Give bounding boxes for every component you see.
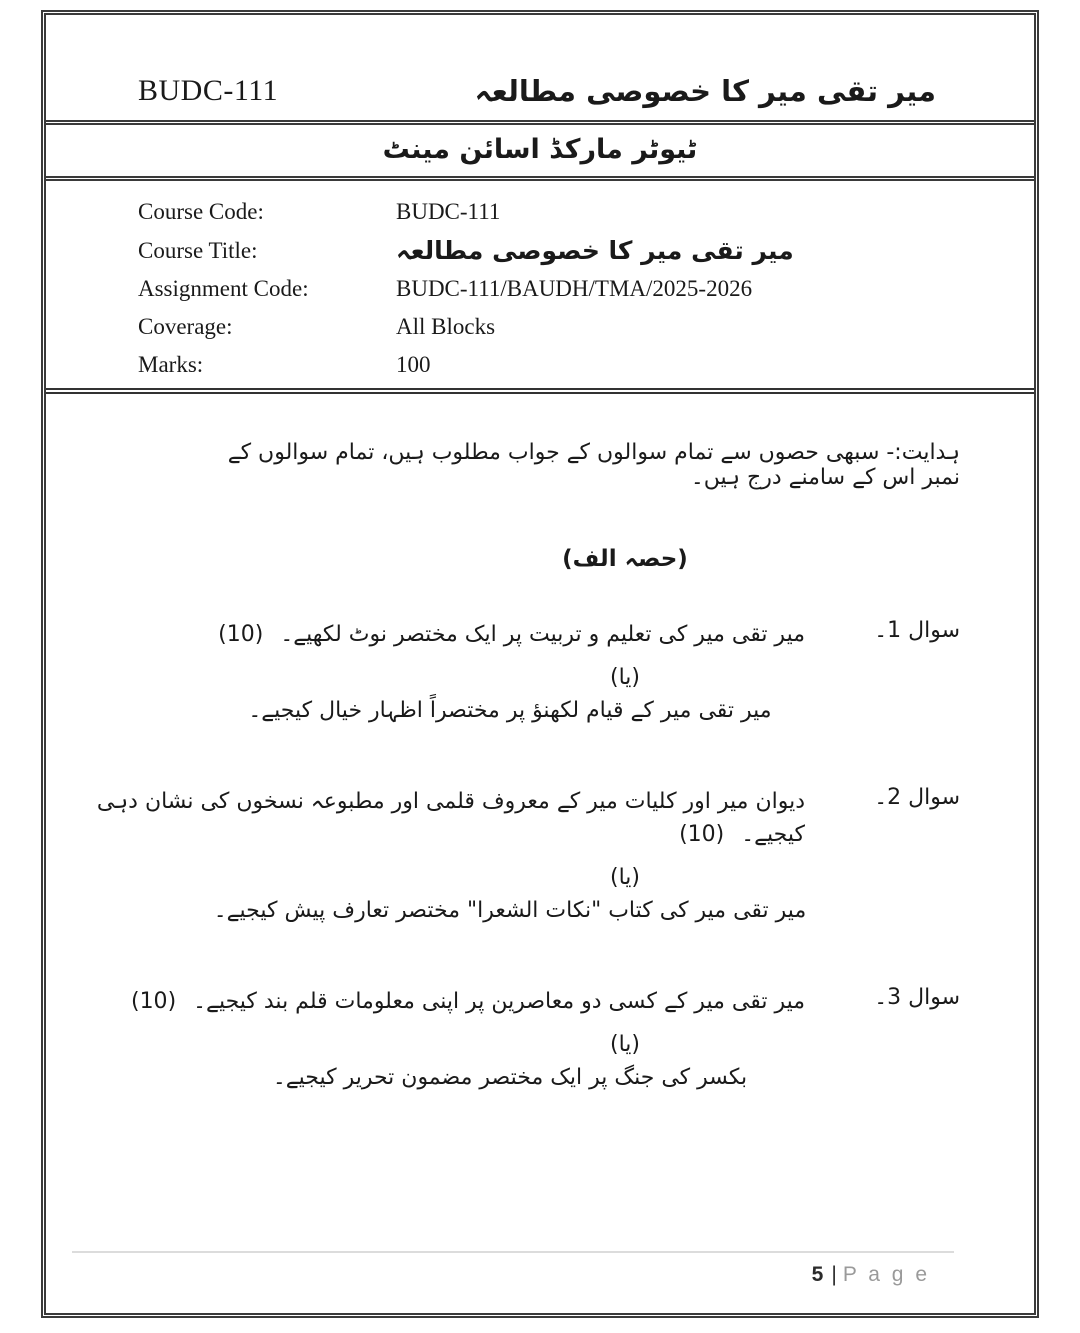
header-course-code: BUDC-111 xyxy=(138,74,279,107)
document-header xyxy=(46,15,1034,125)
assignment-code-value: BUDC-111/BAUDH/TMA/2025-2026 xyxy=(396,276,753,301)
course-info-table xyxy=(46,181,1034,394)
question-2-row xyxy=(46,785,1034,851)
page-number xyxy=(46,1263,1034,1287)
question-3-row xyxy=(46,985,1034,1018)
question-2-text-main: دیوان میر اور کلیات میر کے معروف قلمی اور مطبوعہ نسخوں کی نشان دہی کیجیے۔ xyxy=(96,789,805,847)
page-footer xyxy=(46,1251,1034,1287)
footer-divider xyxy=(72,1251,954,1253)
table-row xyxy=(46,346,1034,384)
subtitle-urdu: ٹیوٹر مارکڈ اسائن مینٹ xyxy=(382,134,698,165)
question-2-number: سوال 2۔ xyxy=(874,785,960,810)
course-code-value: BUDC-111 xyxy=(396,199,501,224)
question-2-marks: (10) xyxy=(679,822,725,847)
table-row xyxy=(46,270,1034,308)
question-3-text-main: میر تقی میر کے کسی دو معاصرین پر اپنی معلومات قلم بند کیجیے۔ xyxy=(193,989,805,1014)
page-border-frame xyxy=(41,10,1039,1318)
page-number-value: 5 xyxy=(811,1263,824,1286)
instructions-text: ہدایت:- سبھی حصوں سے تمام سوالوں کے جواب مطلوب ہیں، تمام سوالوں کے نمبر اس کے سامنے درج ہیں۔ xyxy=(227,440,960,490)
question-1 xyxy=(46,618,1034,723)
assignment-code-label: Assignment Code: xyxy=(138,276,309,301)
page-number-label: P a g e xyxy=(842,1263,930,1286)
question-3-number: سوال 3۔ xyxy=(874,985,960,1010)
coverage-value: All Blocks xyxy=(396,314,496,339)
question-1-text-main: میر تقی میر کی تعلیم و تربیت پر ایک مختصر نوٹ لکھیے۔ xyxy=(280,622,805,647)
question-3-alternative: بکسر کی جنگ پر ایک مختصر مضمون تحریر کیجیے۔ xyxy=(272,1065,748,1090)
question-3-or-label: (یا) xyxy=(610,1032,640,1057)
marks-value: 100 xyxy=(396,352,431,377)
question-1-number: سوال 1۔ xyxy=(874,618,960,643)
course-title-label: Course Title: xyxy=(138,237,258,263)
subtitle-band xyxy=(46,125,1034,181)
page-number-separator: | xyxy=(831,1263,837,1286)
question-3-text xyxy=(131,985,805,1018)
question-1-or-label: (یا) xyxy=(610,665,640,690)
header-title-urdu: میر تقی میر کا خصوصی مطالعہ xyxy=(474,74,936,108)
question-1-row xyxy=(46,618,1034,651)
question-2 xyxy=(46,785,1034,923)
section-heading-part-a: (حصہ الف) xyxy=(562,546,688,572)
question-3 xyxy=(46,985,1034,1090)
question-2-or-label: (یا) xyxy=(610,865,640,890)
assignment-body xyxy=(46,440,1034,1090)
question-2-alternative: میر تقی میر کی کتاب "نکات الشعرا" مختصر تعارف پیش کیجیے۔ xyxy=(213,898,807,923)
question-2-text xyxy=(96,785,805,851)
question-3-marks: (10) xyxy=(130,989,177,1014)
course-title-value: میر تقی میر کا خصوصی مطالعہ xyxy=(396,236,794,265)
question-1-alternative: میر تقی میر کے قیام لکھنؤ پر مختصراً اظہار خیال کیجیے۔ xyxy=(248,698,772,723)
question-1-marks: (10) xyxy=(218,622,264,647)
table-row xyxy=(46,231,1034,270)
coverage-label: Coverage: xyxy=(138,314,233,339)
marks-label: Marks: xyxy=(138,352,204,377)
table-row xyxy=(46,193,1034,231)
table-row xyxy=(46,308,1034,346)
course-code-label: Course Code: xyxy=(138,199,264,224)
question-1-text xyxy=(218,618,805,651)
